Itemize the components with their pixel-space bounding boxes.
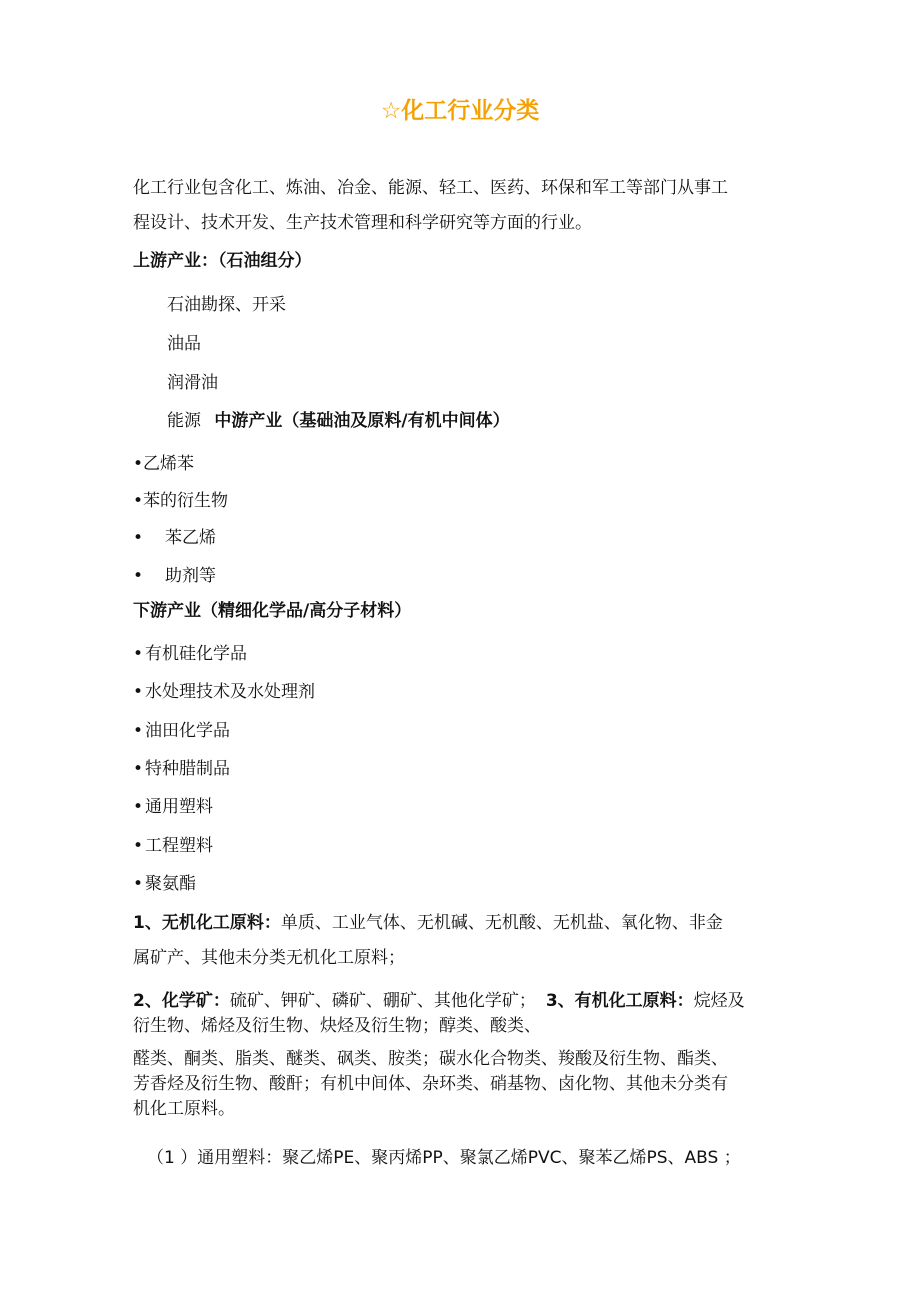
list-item [133, 835, 213, 857]
bullet: • [133, 682, 144, 702]
bullet: • [133, 721, 144, 741]
midstream-item: 苯乙烯 [165, 528, 216, 548]
raw-inorganic-line-1 [133, 912, 723, 934]
plastics-line: （1 ）通用塑料：聚乙烯PE、聚丙烯PP、聚氯乙烯PVC、聚苯乙烯PS、ABS ； [147, 1148, 741, 1168]
midstream-item: 助剂等 [165, 566, 216, 586]
upstream-item: 油品 [167, 334, 201, 354]
raw-inorganic-line-2: 属矿产、其他未分类无机化工原料； [133, 948, 405, 968]
raw-inorganic-text: 单质、工业气体、无机碱、无机酸、无机盐、氧化物、非金 [280, 913, 723, 933]
list-item [133, 720, 230, 742]
bullet: • [133, 797, 144, 817]
downstream-heading: 下游产业（精细化学品/高分子材料） [133, 601, 412, 621]
bullet: • [133, 566, 144, 586]
downstream-item: 有机硅化学品 [145, 644, 247, 664]
raw-organic-line-4: 芳香烃及衍生物、酸酐；有机中间体、杂环类、硝基物、卤化物、其他未分类有 [133, 1074, 728, 1094]
upstream-item: 润滑油 [167, 373, 218, 393]
raw-organic-line-2: 衍生物、烯烃及衍生物、炔烃及衍生物；醇类、酸类、 [133, 1016, 541, 1036]
upstream-item: 能源 [167, 411, 201, 431]
downstream-item: 油田化学品 [145, 721, 230, 741]
raw-organic-line-3: 醛类、酮类、脂类、醚类、砜类、胺类；碳水化合物类、羧酸及衍生物、酯类、 [133, 1049, 728, 1069]
downstream-item: 通用塑料 [145, 797, 213, 817]
upstream-item-with-heading [167, 410, 510, 432]
list-item [133, 758, 230, 780]
bullet: • [133, 836, 144, 856]
list-item [133, 527, 216, 549]
list-item [133, 490, 228, 512]
downstream-item: 特种腊制品 [145, 759, 230, 779]
downstream-item: 水处理技术及水处理剂 [145, 682, 315, 702]
list-item [133, 565, 216, 587]
midstream-item: 乙烯苯 [143, 454, 195, 474]
bullet: • [133, 528, 144, 548]
downstream-item: 工程塑料 [145, 836, 213, 856]
raw-organic-text: 烷烃及 [693, 991, 745, 1011]
upstream-heading: 上游产业：（石油组分） [133, 251, 312, 271]
bullet: • [133, 874, 144, 894]
raw-mineral-label: 2、化学矿： [133, 991, 230, 1011]
raw-inorganic-label: 1、无机化工原料： [133, 913, 281, 933]
list-item [133, 681, 315, 703]
raw-mineral-text: 硫矿、钾矿、磷矿、硼矿、其他化学矿； [229, 991, 536, 1011]
bullet: • [133, 644, 144, 664]
bullet: • [133, 491, 144, 511]
intro-line-1: 化工行业包含化工、炼油、冶金、能源、轻工、医药、环保和军工等部门从事工 [133, 178, 728, 198]
upstream-item: 石油勘探、开采 [167, 295, 286, 315]
bullet: • [133, 454, 144, 474]
list-item [133, 453, 194, 475]
list-item [133, 873, 196, 895]
list-item [133, 643, 247, 665]
list-item [133, 796, 213, 818]
page-title: ☆化工行业分类 [380, 98, 540, 124]
raw-mineral-line [133, 990, 745, 1012]
downstream-item: 聚氨酯 [145, 874, 196, 894]
midstream-heading: 中游产业（基础油及原料/有机中间体） [214, 411, 510, 431]
intro-line-2: 程设计、技术开发、生产技术管理和科学研究等方面的行业。 [133, 213, 592, 233]
raw-organic-label: 3、有机化工原料： [545, 991, 694, 1011]
raw-organic-line-5: 机化工原料。 [133, 1099, 235, 1119]
midstream-item: 苯的衍生物 [143, 491, 229, 511]
bullet: • [133, 759, 144, 779]
